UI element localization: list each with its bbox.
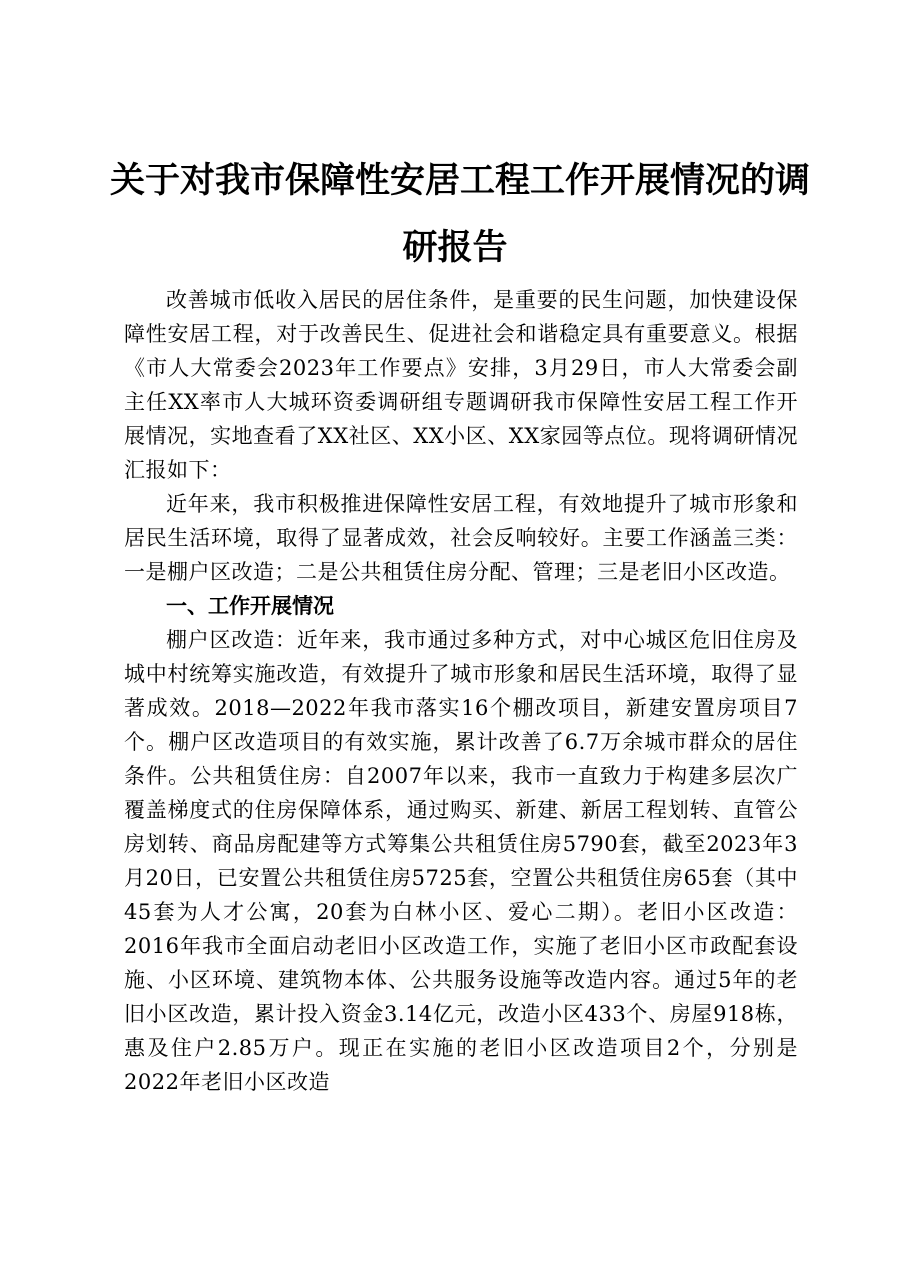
section-heading-work-progress: 一、工作开展情况 — [166, 594, 334, 618]
document-title-line-2: 研报告 — [402, 227, 508, 268]
document-title-line-1: 关于对我市保障性安居工程工作开展情况的调 — [110, 160, 811, 201]
paragraph-overview: 近年来，我市积极推进保障性安居工程，有效地提升了城市形象和居民生活环境，取得了显著成效，社会反响较好。主要工作涵盖三类：一是棚户区改造；二是公共租赁住房分配、管理；三是老旧小区改造。 — [124, 492, 798, 584]
paragraph-details: 棚户区改造：近年来，我市通过多种方式，对中心城区危旧住房及城中村统筹实施改造，有效提升了城市形象和居民生活环境，取得了显著成效。2018—2022年我市落实16个棚改项目，新建安置房项目7个。棚户区改造项目的有效实施，累计改善了6.7万余城市群众的居住条件。公共租赁住房：自2007年以来，我市一直致力于构建多层次广覆盖梯度式的住房保障体系，通过购买、新建、新居工程划转、直管公房划转、商品房配建等方式筹集公共租赁住房5790套，截至2023年3月20日，已安置公共租赁住房5725套，空置公共租赁住房65套（其中45套为人才公寓，20套为白林小区、爱心二期）。老旧小区改造：2016年我市全面启动老旧小区改造工作，实施了老旧小区市政配套设施、小区环境、建筑物本体、公共服务设施等改造内容。通过5年的老旧小区改造，累计投入资金3.14亿元，改造小区433个、房屋918栋，惠及住户2.85万户。现正在实施的老旧小区改造项目2个，分别是2022年老旧小区改造 — [124, 628, 798, 1094]
paragraph-intro: 改善城市低收入居民的居住条件，是重要的民生问题，加快建设保障性安居工程，对于改善民生、促进社会和谐稳定具有重要意义。根据《市人大常委会2023年工作要点》安排，3月29日，市人大常委会副主任XX率市人大城环资委调研组专题调研我市保障性安居工程工作开展情况，实地查看了XX社区、XX小区、XX家园等点位。现将调研情况汇报如下： — [124, 288, 798, 482]
document-body — [124, 283, 798, 1099]
